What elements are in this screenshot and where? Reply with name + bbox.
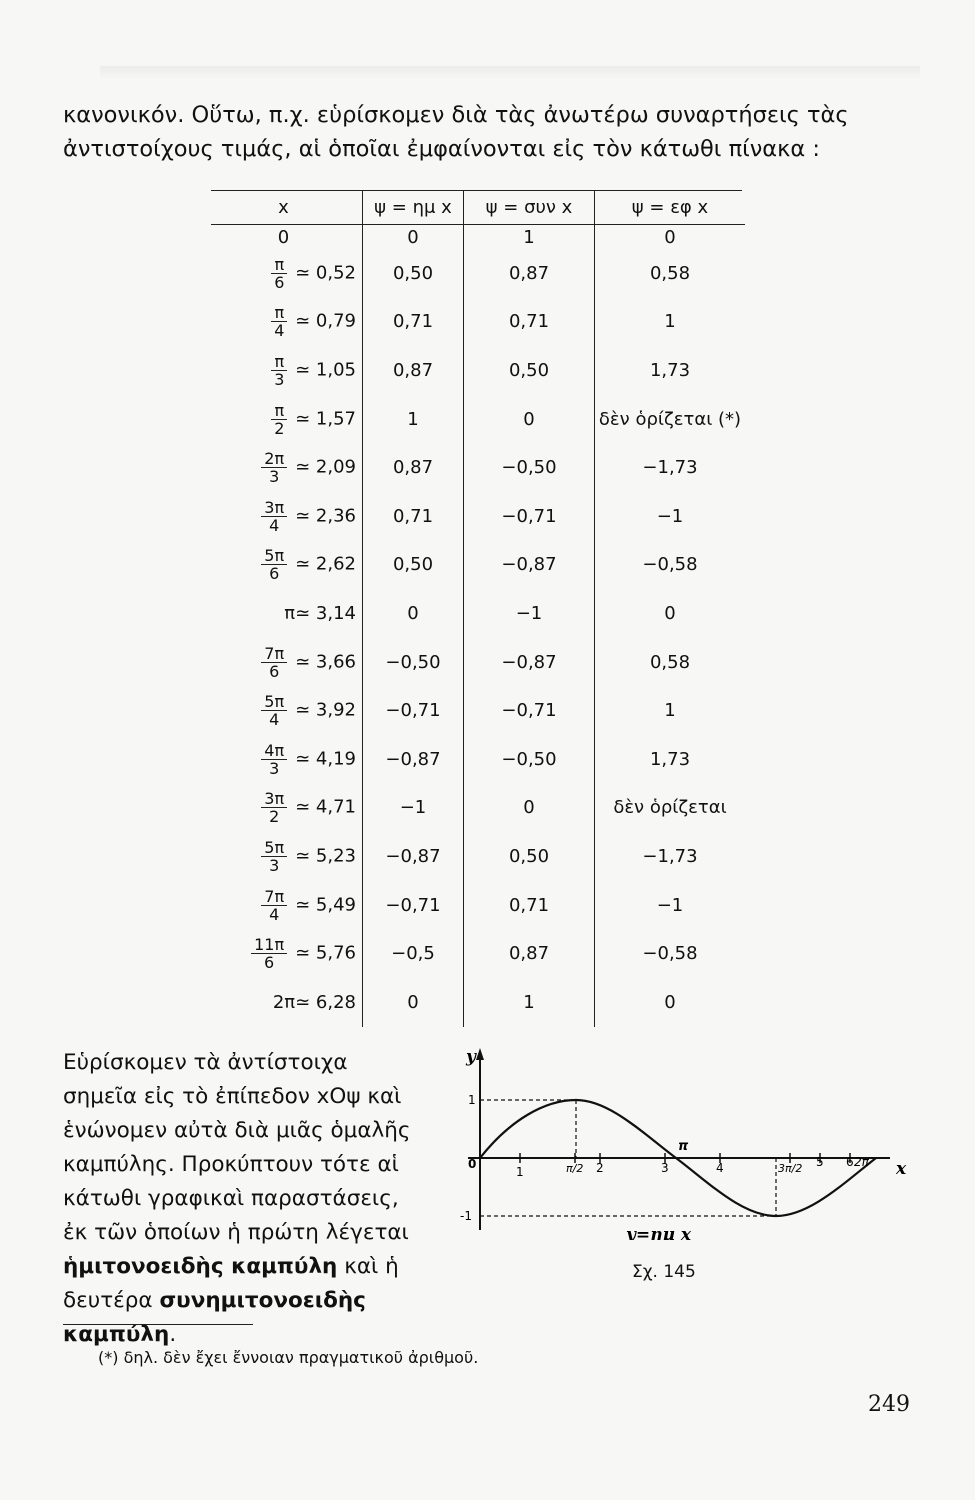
table-row: [211, 784, 745, 833]
cell-sin: 0: [363, 589, 464, 638]
x-approx: ≃ 5,23: [295, 845, 356, 867]
fraction-denominator: 6: [269, 564, 280, 584]
fraction: [261, 888, 287, 923]
cell-sin: 0,71: [363, 492, 464, 541]
cell-x: [211, 225, 363, 250]
fraction-denominator: 6: [274, 272, 285, 292]
x-approx: ≃ 4,19: [295, 748, 356, 770]
fraction: [271, 402, 287, 437]
fraction-numerator: 4π: [261, 742, 287, 760]
cell-sin: 1: [363, 395, 464, 444]
table-row: [211, 249, 745, 298]
cell-x: [211, 443, 363, 492]
y-axis-label: y: [466, 1047, 476, 1067]
term-cosine-curve: συνημιτονοειδὴς καμπύλη: [63, 1288, 366, 1347]
cell-sin: −0,87: [363, 832, 464, 881]
table-row: [211, 832, 745, 881]
table-row: [211, 395, 745, 444]
fraction: [261, 693, 287, 728]
tick-label-4: 4: [716, 1161, 724, 1175]
figure-caption: Σχ. 145: [632, 1262, 696, 1282]
cell-cos: −0,71: [464, 492, 595, 541]
x-approx: 0: [277, 226, 290, 248]
fraction-denominator: 3: [269, 758, 280, 778]
fraction-numerator: 5π: [261, 693, 287, 711]
cell-tan: −0,58: [642, 554, 698, 576]
cell-x: [211, 395, 363, 444]
x-axis-label: x: [896, 1159, 907, 1179]
cell-cos: 0,71: [464, 881, 595, 930]
fraction-numerator: 2π: [261, 450, 287, 468]
cell-x: [211, 541, 363, 590]
fraction: [261, 790, 287, 825]
cell-sin: 0,50: [363, 541, 464, 590]
fraction: [261, 645, 287, 680]
x-approx: ≃ 3,14: [295, 602, 356, 624]
cell-cos: −0,50: [464, 443, 595, 492]
table-row: [211, 492, 745, 541]
x-approx: ≃ 1,57: [295, 408, 356, 430]
cell-sin: −0,5: [363, 929, 464, 978]
cell-tan: −0,58: [642, 943, 698, 965]
table-row: [211, 686, 745, 735]
cell-x: [211, 929, 363, 978]
x-approx: ≃ 0,52: [295, 262, 356, 284]
x-approx: ≃ 3,66: [295, 651, 356, 673]
fraction: [261, 742, 287, 777]
fraction-denominator: 4: [269, 515, 280, 535]
y-axis-arrow: [476, 1048, 484, 1060]
origin-label: 0: [468, 1157, 477, 1171]
cell-sin: 0: [363, 978, 464, 1027]
cell-sin: 0,50: [363, 249, 464, 298]
cell-tan: 0: [664, 991, 676, 1013]
table-row: [211, 225, 745, 250]
cell-x: [211, 686, 363, 735]
header-x: x: [211, 190, 363, 225]
cell-tan: 0: [664, 602, 676, 624]
cell-x: [211, 832, 363, 881]
tick-label-pi-half: π/2: [566, 1162, 584, 1175]
x-approx: ≃ 5,49: [295, 894, 356, 916]
x-approx: ≃ 4,71: [295, 796, 356, 818]
cell-tan: 0,58: [649, 651, 691, 673]
table-row: [211, 929, 745, 978]
cell-sin: 0,87: [363, 346, 464, 395]
para-text-2: καὶ ἡ δευτέρα: [63, 1254, 399, 1313]
fraction-numerator: 3π: [261, 790, 287, 808]
x-approx: ≃ 3,92: [295, 699, 356, 721]
curve-label: y=ημ x: [626, 1225, 691, 1240]
fraction-numerator: π: [271, 353, 287, 371]
tick-label-3: 3: [661, 1161, 669, 1175]
cell-cos: −0,71: [464, 686, 595, 735]
x-approx: ≃ 2,62: [295, 553, 356, 575]
para-text-3: .: [169, 1322, 177, 1347]
term-sine-curve: ἡμιτονοειδὴς καμπύλη: [63, 1254, 338, 1279]
table-header-row: [211, 190, 745, 225]
x-approx: ≃ 2,09: [295, 456, 356, 478]
fraction-denominator: 2: [274, 418, 285, 438]
fraction-denominator: 3: [269, 467, 280, 487]
fraction-denominator: 6: [264, 953, 275, 973]
fraction: [271, 256, 287, 291]
cell-x: [211, 735, 363, 784]
sine-graph-svg: [450, 1040, 920, 1240]
fraction-denominator: 6: [269, 661, 280, 681]
fraction: [271, 304, 287, 339]
cell-sin: −0,71: [363, 686, 464, 735]
cell-sin: −1: [363, 784, 464, 833]
cell-cos: 0: [464, 784, 595, 833]
fraction: [261, 547, 287, 582]
cell-cos: −0,87: [464, 541, 595, 590]
x-approx: ≃ 0,79: [295, 310, 356, 332]
header-sin: ψ = ημ x: [363, 190, 464, 225]
fraction-denominator: 3: [269, 855, 280, 875]
fraction-numerator: 7π: [261, 645, 287, 663]
cell-tan: −1,73: [642, 845, 698, 867]
cell-x: [211, 346, 363, 395]
scan-shadow: [100, 66, 920, 80]
y-tick-minus-label: -1: [460, 1209, 472, 1223]
cell-sin: −0,87: [363, 735, 464, 784]
fraction-numerator: 11π: [251, 936, 287, 954]
cell-x: [211, 881, 363, 930]
cell-x: [211, 249, 363, 298]
cell-cos: −0,87: [464, 638, 595, 687]
cell-cos: −0,50: [464, 735, 595, 784]
table-row: [211, 881, 745, 930]
table-row: [211, 735, 745, 784]
cell-tan: −1: [656, 894, 684, 916]
cell-sin: 0: [363, 225, 464, 250]
table-row: [211, 638, 745, 687]
x-lead: π: [284, 602, 296, 624]
table-row: [211, 541, 745, 590]
cell-cos: 0,50: [464, 832, 595, 881]
cell-cos: 0,50: [464, 346, 595, 395]
cell-cos: 0: [464, 395, 595, 444]
cell-sin: 0,71: [363, 298, 464, 347]
tick-label-6: 6: [846, 1155, 854, 1169]
cell-cos: 0,71: [464, 298, 595, 347]
cell-x: [211, 492, 363, 541]
tick-label-1: 1: [516, 1165, 524, 1179]
cell-tan: 1: [664, 700, 676, 722]
table-row: [211, 443, 745, 492]
cell-tan: −1,73: [642, 457, 698, 479]
fraction-numerator: 5π: [261, 839, 287, 857]
sine-graph-figure: [450, 1040, 920, 1240]
tick-label-5: 5: [816, 1155, 824, 1169]
cell-tan: δὲν ὁρίζεται (*): [598, 408, 742, 430]
cell-sin: 0,87: [363, 443, 464, 492]
fraction: [261, 499, 287, 534]
cell-sin: −0,50: [363, 638, 464, 687]
table-row: [211, 589, 745, 638]
table-row: [211, 346, 745, 395]
cell-tan: 0: [664, 226, 676, 248]
trig-values-table: [211, 190, 745, 1027]
fraction: [271, 353, 287, 388]
cell-tan: 0,58: [649, 262, 691, 284]
x-approx: ≃ 6,28: [295, 991, 356, 1013]
x-lead: 2π: [272, 991, 296, 1013]
cell-x: [211, 978, 363, 1027]
cell-cos: 1: [464, 225, 595, 250]
fraction-numerator: π: [271, 402, 287, 420]
cell-tan: 1: [664, 311, 676, 333]
cell-tan: −1: [656, 505, 684, 527]
fraction-numerator: 3π: [261, 499, 287, 517]
footnote: (*) δηλ. δὲν ἔχει ἔννοιαν πραγματικοῦ ἀριθμοῦ.: [98, 1348, 479, 1367]
cell-tan: 1,73: [649, 359, 691, 381]
explanation-paragraph: [63, 1046, 418, 1352]
fraction-denominator: 3: [274, 369, 285, 389]
header-cos: ψ = συν x: [464, 190, 595, 225]
fraction-numerator: 5π: [261, 547, 287, 565]
tick-label-2: 2: [596, 1161, 604, 1175]
footnote-rule: [63, 1324, 253, 1325]
tick-label-2pi: 2π: [854, 1155, 869, 1169]
x-approx: ≃ 2,36: [295, 505, 356, 527]
fraction-denominator: 4: [274, 321, 285, 341]
cell-cos: −1: [464, 589, 595, 638]
y-tick-plus-label: 1: [468, 1093, 476, 1107]
fraction: [261, 839, 287, 874]
para-text-1: Εὑρίσκομεν τὰ ἀντίστοιχα σημεῖα εἰς τὸ ἐπίπεδον xOψ καὶ ἑνώνομεν αὐτὰ διὰ μιᾶς ὁμαλῆς καμπύλης. Προκύπτουν τότε αἱ κάτωθι γραφικαὶ παραστάσεις, ἐκ τῶν ὁποίων ἡ πρώτη λέγεται: [63, 1050, 411, 1245]
table-row: [211, 978, 745, 1027]
fraction-denominator: 4: [269, 710, 280, 730]
pi-label: π: [678, 1139, 689, 1154]
cell-x: [211, 589, 363, 638]
fraction-numerator: π: [271, 304, 287, 322]
fraction-numerator: π: [271, 256, 287, 274]
cell-sin: −0,71: [363, 881, 464, 930]
cell-tan: 1,73: [649, 748, 691, 770]
fraction: [261, 450, 287, 485]
cell-x: [211, 638, 363, 687]
cell-cos: 1: [464, 978, 595, 1027]
fraction-numerator: 7π: [261, 888, 287, 906]
page-number: 249: [868, 1392, 910, 1417]
fraction-denominator: 4: [269, 904, 280, 924]
intro-text: κανονικόν. Οὕτω, π.χ. εὑρίσκομεν διὰ τὰς ἀνωτέρω συναρτήσεις τὰς ἀντιστοίχους τιμάς, αἱ ὁποῖαι ἐμφαίνονται εἰς τὸν κάτωθι πίνακα :: [63, 102, 849, 162]
x-approx: ≃ 5,76: [295, 942, 356, 964]
cell-x: [211, 784, 363, 833]
cell-cos: 0,87: [464, 249, 595, 298]
tick-label-3pi-half: 3π/2: [778, 1162, 803, 1175]
fraction-denominator: 2: [269, 807, 280, 827]
fraction: [251, 936, 287, 971]
x-approx: ≃ 1,05: [295, 359, 356, 381]
cell-x: [211, 298, 363, 347]
table-row: [211, 298, 745, 347]
cell-tan: δὲν ὁρίζεται: [613, 797, 727, 819]
header-tan: ψ = εφ x: [595, 190, 746, 225]
cell-cos: 0,87: [464, 929, 595, 978]
